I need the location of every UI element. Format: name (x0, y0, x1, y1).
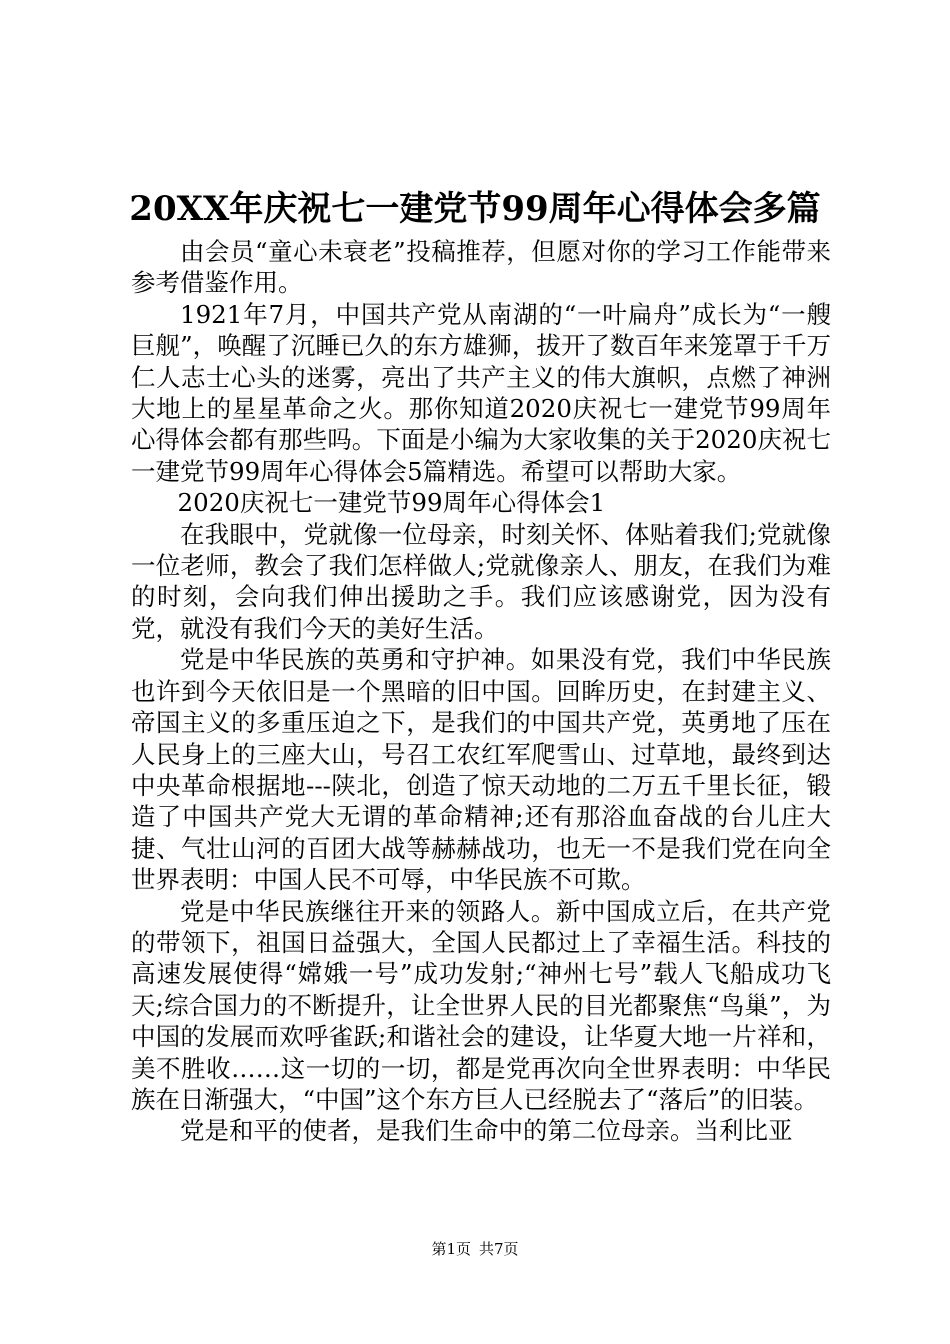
section-heading: 2020庆祝七一建党节99周年心得体会1 (177, 488, 606, 518)
body-paragraph: 党是中华民族继往开来的领路人。新中国成立后，在共产党的带领下，祖国日益强大，全国人民都过上了幸福生活。科技的高速发展使得“嫦娥一号”成功发射;“神州七号”载人飞船成功飞天;综合国力的不断提升，让全世界人民的目光都聚焦“鸟巢”，为中国的发展而欢呼雀跃;和谐社会的建设，让华夏大地一片祥和，美不胜收……这一切的一切，都是党再次向全世界表明：中华民族在日渐强大，“中国”这个东方巨人已经脱去了“落后”的旧装。 (131, 896, 831, 1114)
document-body (131, 236, 831, 1147)
page-total: 共7页 (479, 1240, 519, 1258)
body-paragraph: 在我眼中，党就像一位母亲，时刻关怀、体贴着我们;党就像一位老师，教会了我们怎样做人;党就像亲人、朋友，在我们为难的时刻，会向我们伸出援助之手。我们应该感谢党，因为没有党，就没有我们今天的美好生活。 (131, 519, 831, 643)
body-paragraph: 党是和平的使者，是我们生命中的第二位母亲。当利比亚 (180, 1116, 793, 1146)
page-number: 第1页 (431, 1240, 471, 1258)
document-title: 20XX年庆祝七一建党节99周年心得体会多篇 (129, 189, 821, 229)
preface-paragraph: 1921年7月，中国共产党从南湖的“一叶扁舟”成长为“一艘巨舰”，唤醒了沉睡已久的东方雄狮，拔开了数百年来笼罩于千万仁人志士心头的迷雾，亮出了共产主义的伟大旗帜，点燃了神洲大地上的星星革命之火。那你知道2020庆祝七一建党节99周年心得体会都有那些吗。下面是小编为大家收集的关于2020庆祝七一建党节99周年心得体会5篇精选。希望可以帮助大家。 (131, 299, 831, 486)
body-paragraph: 党是中华民族的英勇和守护神。如果没有党，我们中华民族也许到今天依旧是一个黑暗的旧中国。回眸历史，在封建主义、帝国主义的多重压迫之下，是我们的中国共产党，英勇地了压在人民身上的三座大山，号召工农红军爬雪山、过草地，最终到达中央革命根据地---陕北，创造了惊天动地的二万五千里长征，锻造了中国共产党大无谓的革命精神;还有那浴血奋战的台儿庄大捷、气壮山河的百团大战等赫赫战功，也无一不是我们党在向全世界表明：中国人民不可辱，中华民族不可欺。 (131, 645, 831, 895)
intro-paragraph: 由会员“童心未衰老”投稿推荐，但愿对你的学习工作能带来参考借鉴作用。 (131, 237, 831, 298)
page-footer (0, 1238, 950, 1260)
